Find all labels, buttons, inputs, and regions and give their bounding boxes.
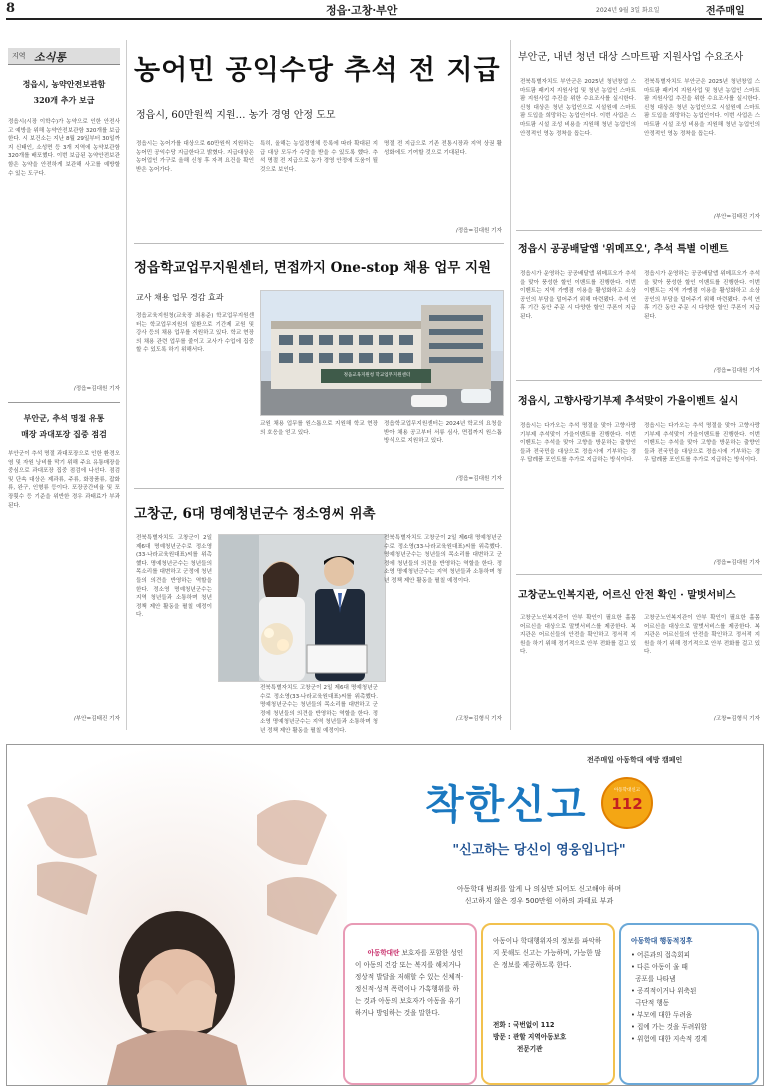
sidebar-news2-body: 부안군이 추석 명절 과대포장으로 인한 환경오염 및 자원 낭비를 막기 위해 주요 유통매장을 중심으로 과대포장 집중 점검에 나선다. 점검 및 단속 대상은 제과류, 주류, 화장품류, 잡화류, 완구, 인형류 등이다. 포장공간비율 및 포장횟수 등 기준을 위반한 경우 과태료가 부과된다. bbox=[8, 451, 122, 509]
elderly-story bbox=[516, 576, 762, 728]
ad-card2-phone: 전화 : 국번없이 112 bbox=[493, 1021, 555, 1029]
lead-headline: 농어민 공익수당 추석 전 지급 bbox=[134, 55, 501, 86]
hometown-tax-story bbox=[516, 382, 762, 572]
lead-byline: /정읍=김대원 기자 bbox=[455, 228, 502, 234]
elderly-body-right: 고창군노인복지관이 안부 확인이 필요한 홀몸 어르신을 대상으로 말벗서비스를 제공한다. 복지관은 어르신들의 안전을 확인하고 정서적 지원을 하기 위해 정기적으로 안부 전화를 걸고 있다. bbox=[644, 615, 762, 656]
buan-smartfarm-headline: 부안군, 내년 청년 대상 스마트팜 지원사업 수요조사 bbox=[518, 52, 744, 63]
jeongeup-event-body-left: 정읍시가 운영하는 공공배달앱 위메프오가 추석을 맞아 풍성한 할인 이벤트를 진행한다. 이번 이벤트는 지역 가맹점 이용을 활성화하고 소상공인의 부담을 덜어주기 위해 마련됐다. 추석 연휴 기간 동안 주문 시 다양한 할인 쿠폰이 지급된다. bbox=[520, 271, 638, 320]
page-number: 8 bbox=[6, 1, 16, 16]
gochang-person-body-2: 전북특별자치도 고창군이 2일 제6대 명예청년군수로 정소영(33·나라교육원대표)씨를 위촉했다. 명예청년군수는 청년들의 목소리를 대변하고 군정에 청년들의 의견을 반영하는 역할을 한다. 정소영 명예청년군수는 지역 청년들과 소통하며 청년 정책 제안 활동을 펼칠 예정이다. bbox=[260, 685, 380, 734]
school-building-image bbox=[261, 291, 503, 415]
education-body-left: 정읍교육지원청(교육장 최용준) 학교업무지원센터는 학교업무지원의 일환으로 기간제 교원 및 강사 등의 채용 업무를 지원하고 있다. 학교 현장의 채용 관련 업무를 줄이고 교사가 수업에 집중할 수 있도록 하기 위해서다. bbox=[136, 313, 256, 354]
lead-body-mid: 특히, 올해는 농업경영체 등록에 따라 확대된 지급 대상 모두가 수당을 받을 수 있도록 했다. 추석 명절 전 지급으로 농가 경영 안정에 도움이 될 것으로 보인다. bbox=[260, 141, 380, 173]
ad-sign-item: • 부모에 대한 두려움 bbox=[631, 1011, 693, 1019]
child-illustration bbox=[7, 745, 347, 1085]
sidebar-label-box bbox=[8, 48, 120, 64]
ad-slogan: "신고하는 당신이 영웅입니다" bbox=[452, 843, 626, 858]
paper-name: 전주매일 bbox=[706, 6, 745, 17]
ad-sign-item: • 다른 아동이 울 때 bbox=[631, 963, 688, 971]
elderly-body-left: 고창군노인복지관이 안부 확인이 필요한 홀몸 어르신을 대상으로 말벗서비스를 제공한다. 복지관은 어르신들의 안전을 확인하고 정서적 지원을 하기 위해 정기적으로 안부 전화를 걸고 있다. bbox=[520, 615, 638, 656]
campaign-ad bbox=[6, 744, 764, 1086]
issue-date: 2024년 9월 3일 화요일 bbox=[596, 7, 660, 14]
page-header bbox=[6, 0, 762, 18]
education-body-right: 정읍학교업무지원센터는 2024년 학교의 요청을 받아 채용 공고부터 서류 심사, 면접까지 원스톱 방식으로 지원하고 있다. bbox=[384, 421, 504, 445]
sidebar-news1-byline: /정읍=김대원 기자 bbox=[73, 386, 120, 392]
lead-subhead: 정읍시, 60만원씩 지원… 농가 경영 안정 도모 bbox=[136, 110, 336, 121]
appointment-image bbox=[219, 535, 385, 681]
education-body-bottom: 교원 채용 업무를 원스톱으로 지원해 학교 현장의 호응을 얻고 있다. bbox=[260, 421, 378, 436]
education-subhead: 교사 채용 업무 경감 효과 bbox=[136, 293, 224, 302]
sidebar-news2-byline: /부안=김태진 기자 bbox=[73, 716, 120, 722]
jeongeup-event-body-right: 정읍시가 운영하는 공공배달앱 위메프오가 추석을 맞아 풍성한 할인 이벤트를 진행한다. 이번 이벤트는 지역 가맹점 이용을 활성화하고 소상공인의 부담을 덜어주기 위해 마련됐다. 추석 연휴 기간 동안 주문 시 다양한 할인 쿠폰이 지급된다. bbox=[644, 271, 762, 320]
school-building-photo bbox=[260, 290, 504, 416]
lead-story bbox=[134, 40, 504, 240]
ad-badge-number: 112 bbox=[611, 795, 643, 813]
lead-body-left: 정읍시는 농어가를 대상으로 60만원씩 지원하는 농어민 공익수당 지급한다고 밝혔다. 지급대상은 농어업인 가구로 올해 신청 후 자격 요건을 확인받은 농어가다. bbox=[136, 141, 256, 173]
buan-smartfarm-byline: /부안=김태진 기자 bbox=[713, 214, 760, 220]
ad-brand: 착한신고 bbox=[425, 782, 588, 828]
ad-sign-item: • 집에 가는 것을 두려워함 bbox=[631, 1023, 707, 1031]
jeongeup-event-story bbox=[516, 232, 762, 378]
ad-112-badge bbox=[601, 777, 653, 829]
ad-card3-title: 아동학대 행동적징후 bbox=[631, 937, 693, 945]
ad-card-definition bbox=[343, 923, 477, 1085]
school-sign: 정읍교육지원청 학교업무지원센터 bbox=[343, 373, 411, 378]
ad-sign-item: • 공격적이거나 위축된 bbox=[631, 987, 697, 995]
buan-smartfarm-story bbox=[516, 40, 762, 228]
gochang-person-headline: 고창군, 6대 명예청년군수 정소영씨 위촉 bbox=[134, 506, 376, 522]
appointment-photo bbox=[218, 534, 386, 682]
section-title: 정읍·고창·부안 bbox=[326, 4, 398, 17]
sidebar-news1-body: 정읍시(시장 이학수)가 농약으로 인한 안전사고 예방을 위해 농약안전보관함 320개를 보급한다. 시 보건소는 지난 8월 29일부터 30일까지 신태인, 소성면 등 3개 지역에 농약보관함 320개를 배포했다. 이번 보급된 농약안전보관함은 농약을 안전하게 보관해 사고를 예방할 수 있는 도구다. bbox=[8, 119, 122, 177]
ad-desc: 아동학대 범죄를 알게 나 의심만 되어도 신고해야 하며 신고하지 않은 경우 500만원 이하의 과태료 부과 bbox=[456, 885, 622, 905]
sidebar-news bbox=[8, 48, 120, 728]
lead-body-right: 명절 전 지급으로 기존 전통시장과 지역 상권 활성화에도 기여할 것으로 기대된다. bbox=[384, 141, 502, 156]
ad-card-report bbox=[481, 923, 615, 1085]
hometown-tax-body-right: 정읍시는 다가오는 추석 명절을 맞아 고향사랑기부제 추석맞이 가을이벤트를 진행한다. 이번 이벤트는 추석을 맞아 고향을 방문하는 출향인들과 전국민을 대상으로 정읍시에 기부하는 경우 답례품 포인트를 추가로 지급하는 방식이다. bbox=[644, 423, 762, 464]
sidebar-news2-headline: 부안군, 추석 명절 유통 매장 과대포장 집중 점검 bbox=[21, 413, 107, 439]
buan-smartfarm-body-right: 전북특별자치도 부안군은 2025년 청년창업 스마트팜 패키지 지원사업 및 청년 농업인 스마트팜 지원사업 추진을 위한 수요조사를 실시한다. 신청 대상은 청년 농업인으로 시설원예 스마트팜 도입을 희망하는 농업인이다. 이번 사업은 스마트팜 시설 조성 비용을 지원해 청년 농업인의 안정적인 영농 정착을 돕는다. bbox=[644, 79, 762, 137]
ad-card2-visit2: 전문기관 bbox=[517, 1045, 543, 1053]
ad-sign-item: 공포를 나타냄 bbox=[631, 975, 676, 983]
sidebar-title: 소식통 bbox=[34, 51, 66, 64]
sidebar-news1-headline: 정읍시, 농약안전보관함 320개 추가 보급 bbox=[22, 79, 106, 105]
ad-sign-item: • 위험에 대한 지속적 경계 bbox=[631, 1035, 707, 1043]
buan-smartfarm-body-left: 전북특별자치도 부안군은 2025년 청년창업 스마트팜 패키지 지원사업 및 청년 농업인 스마트팜 지원사업 추진을 위한 수요조사를 실시한다. 신청 대상은 청년 농업인으로 시설원예 스마트팜 도입을 희망하는 농업인이다. 이번 사업은 스마트팜 시설 조성 비용을 지원해 청년 농업인의 안정적인 영농 정착을 돕는다. bbox=[520, 79, 638, 137]
ad-card3-list bbox=[631, 949, 751, 1045]
jeongeup-event-byline: /정읍=김대원 기자 bbox=[713, 368, 760, 374]
education-headline: 정읍학교업무지원센터, 면접까지 One-stop 채용 업무 지원 bbox=[134, 260, 492, 276]
ad-card-signs bbox=[619, 923, 759, 1085]
ad-campaign-title: 전주매일 아동학대 예방 캠페인 bbox=[587, 756, 683, 764]
ad-card2-text: 아동이나 학대행위자의 정보를 파악하지 못해도 신고는 가능하며, 가능한 많은 정보를 제공하도록 한다. bbox=[493, 937, 602, 969]
education-story bbox=[134, 246, 504, 486]
elderly-headline: 고창군노인복지관, 어르신 안전 확인 · 말벗서비스 bbox=[518, 590, 736, 601]
jeongeup-event-headline: 정읍시 공공배달앱 '위메프오', 추석 특별 이벤트 bbox=[518, 244, 729, 255]
hometown-tax-headline: 정읍시, 고향사랑기부제 추석맞이 가을이벤트 실시 bbox=[518, 396, 739, 407]
gochang-person-story bbox=[134, 492, 504, 734]
ad-card1-text: 아동학대란 보호자를 포함한 성인이 아동의 건강 또는 복지를 해치거나 정상적 발달을 저해할 수 있는 신체적·정신적·성적 폭력이나 가혹행위를 하는 것과 아동의 보호자가 아동을 유기하거나 방임하는 것을 말한다. bbox=[355, 949, 464, 1017]
ad-logo bbox=[425, 773, 655, 829]
elderly-byline: /고창=김형식 기자 bbox=[713, 716, 760, 722]
gochang-person-byline: /고창=김형식 기자 bbox=[455, 716, 502, 722]
ad-card2-visit: 방문 : 관할 지역아동보호 bbox=[493, 1033, 567, 1041]
hometown-tax-byline: /정읍=김대원 기자 bbox=[713, 560, 760, 566]
education-byline: /정읍=김대원 기자 bbox=[455, 476, 502, 482]
gochang-person-body: 전북특별자치도 고창군이 2일 제6대 명예청년군수로 정소영(33·나라교육원대표)씨를 위촉했다. 명예청년군수는 청년들의 목소리를 대변하고 군정에 청년들의 의견을 반영하는 역할을 한다. 정소영 명예청년군수는 지역 청년들과 소통하며 청년 정책 제안 활동을 펼칠 예정이다. bbox=[136, 535, 214, 619]
ad-sign-item: • 어른과의 접촉회피 bbox=[631, 951, 691, 959]
ad-badge-top-text: 아동학대신고 bbox=[613, 788, 641, 793]
sidebar-label: 지역 bbox=[12, 52, 26, 60]
gochang-person-body-3: 전북특별자치도 고창군이 2일 제6대 명예청년군수로 정소영(33·나라교육원대표)씨를 위촉했다. 명예청년군수는 청년들의 목소리를 대변하고 군정에 청년들의 의견을 반영하는 역할을 한다. 정소영 명예청년군수는 지역 청년들과 소통하며 청년 정책 제안 활동을 펼칠 예정이다. bbox=[384, 535, 504, 584]
hometown-tax-body-left: 정읍시는 다가오는 추석 명절을 맞아 고향사랑기부제 추석맞이 가을이벤트를 진행한다. 이번 이벤트는 추석을 맞아 고향을 방문하는 출향인들과 전국민을 대상으로 정읍시에 기부하는 경우 답례품 포인트를 추가로 지급하는 방식이다. bbox=[520, 423, 638, 464]
ad-sign-item: 극단적 행동 bbox=[631, 999, 670, 1007]
